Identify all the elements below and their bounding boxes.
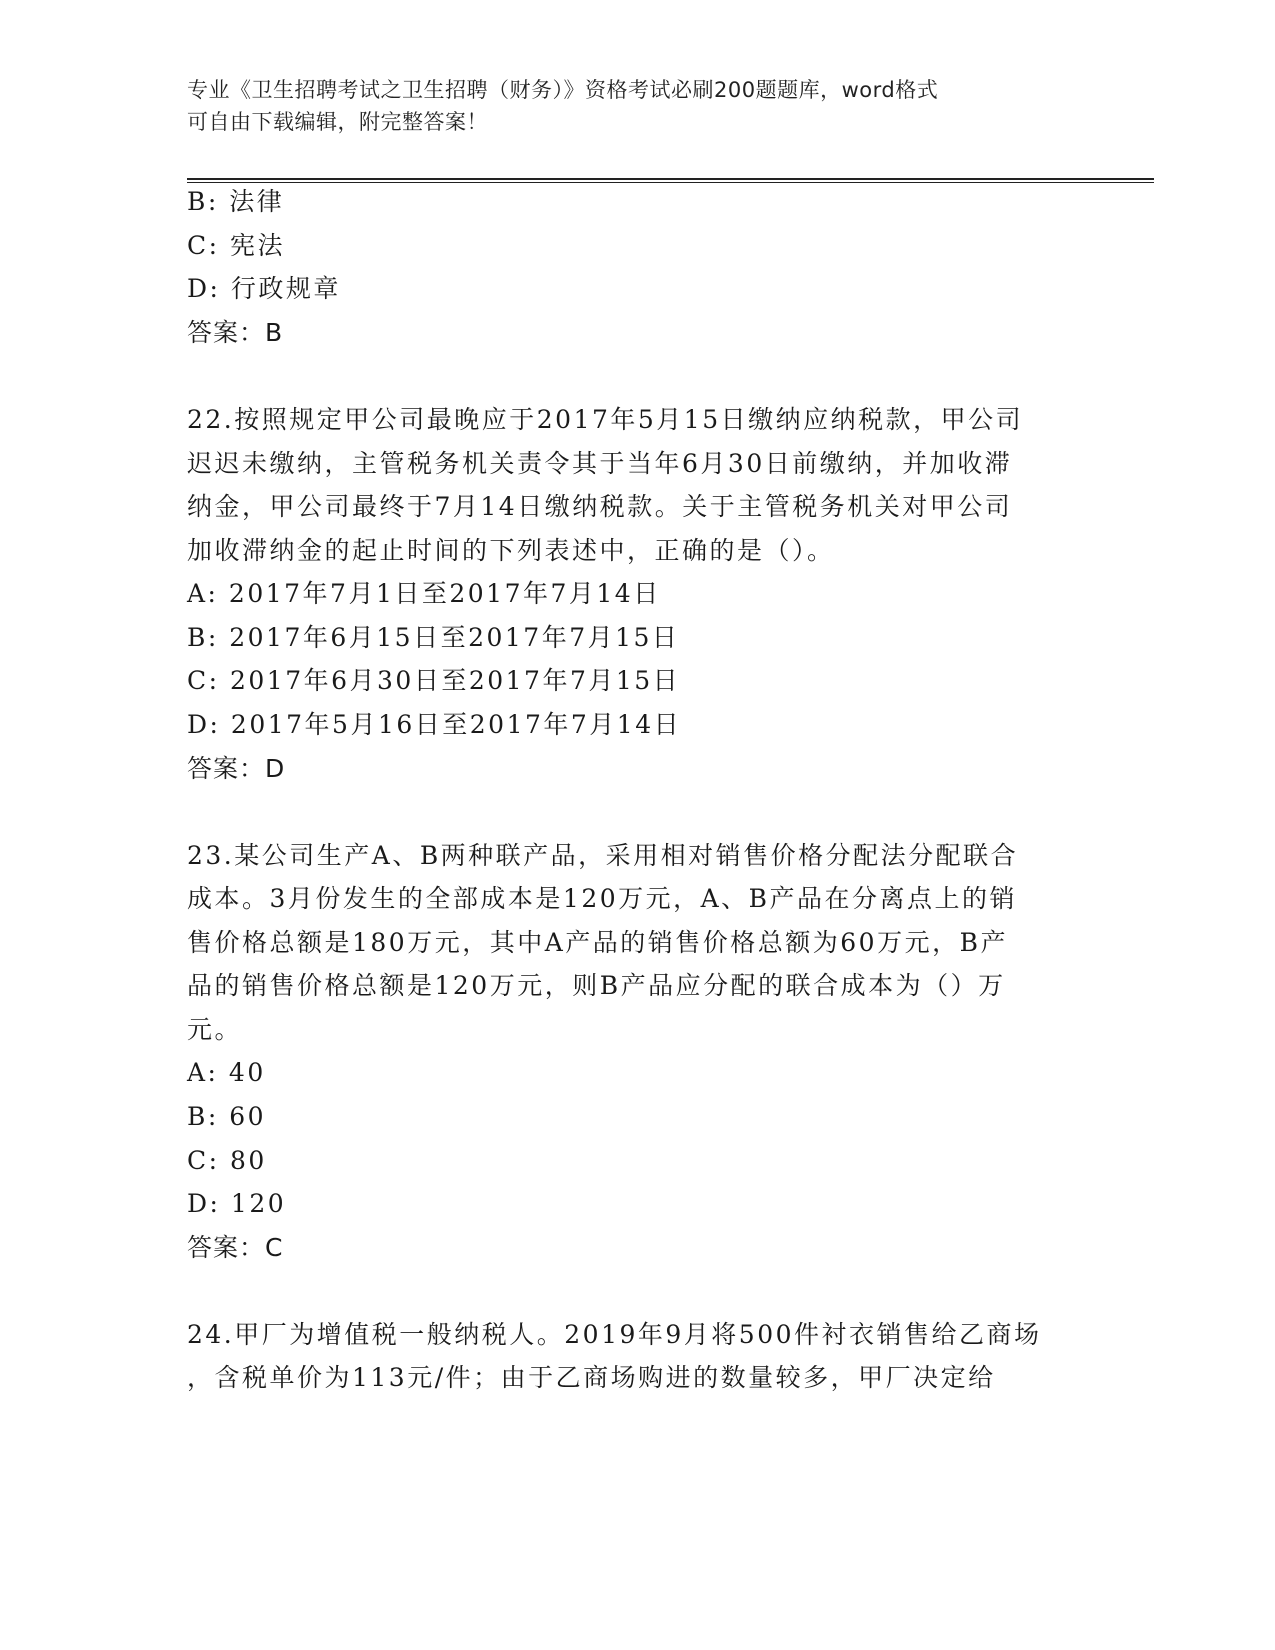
answer-label: 答案：B [187,318,284,347]
question-24-line-2: ，含税单价为113元/件；由于乙商场购进的数量较多，甲厂决定给 [187,1363,996,1392]
question-23-option-b: B: 60 [187,1102,267,1131]
question-22-option-b: B: 2017年6月15日至2017年7月15日 [187,623,680,652]
document-header [187,74,1067,138]
question-23-line-3: 售价格总额是180万元，其中A产品的销售价格总额为60万元，B产 [187,928,1008,957]
question-23-answer: 答案：C [187,1233,284,1262]
question-22-line-3: 纳金，甲公司最终于7月14日缴纳税款。关于主管税务机关对甲公司 [187,492,1013,521]
option-c: C: 宪法 [187,231,285,260]
header-line-2: 可自由下载编辑，附完整答案！ [187,110,488,134]
question-23-line-1: 23.某公司生产A、B两种联产品，采用相对销售价格分配法分配联合 [187,841,1019,870]
question-22-option-a: A: 2017年7月1日至2017年7月14日 [187,579,661,608]
question-23-option-a: A: 40 [187,1058,266,1087]
question-22-line-4: 加收滞纳金的起止时间的下列表述中，正确的是（）。 [187,536,835,565]
question-23-option-d: D: 120 [187,1189,287,1218]
question-22-line-1: 22.按照规定甲公司最晚应于2017年5月15日缴纳应纳税款，甲公司 [187,405,1024,434]
question-22-answer: 答案：D [187,754,286,783]
question-23-line-4: 品的销售价格总额是120万元，则B产品应分配的联合成本为（）万 [187,971,1006,1000]
header-divider-thin [187,182,1154,183]
option-b: B: 法律 [187,187,285,216]
question-23-line-2: 成本。3月份发生的全部成本是120万元，A、B产品在分离点上的销 [187,884,1018,913]
header-divider [187,178,1154,180]
question-22-option-d: D: 2017年5月16日至2017年7月14日 [187,710,682,739]
header-line-1: 专业《卫生招聘考试之卫生招聘（财务）》资格考试必刷200题题库，word格式 [187,78,939,102]
question-23-option-c: C: 80 [187,1146,267,1175]
question-22-option-c: C: 2017年6月30日至2017年7月15日 [187,666,681,695]
option-d: D: 行政规章 [187,274,341,303]
question-24-line-1: 24.甲厂为增值税一般纳税人。2019年9月将500件衬衣销售给乙商场 [187,1320,1042,1349]
question-23-line-5: 元。 [187,1015,243,1044]
question-22-line-2: 迟迟未缴纳，主管税务机关责令其于当年6月30日前缴纳，并加收滞 [187,449,1013,478]
